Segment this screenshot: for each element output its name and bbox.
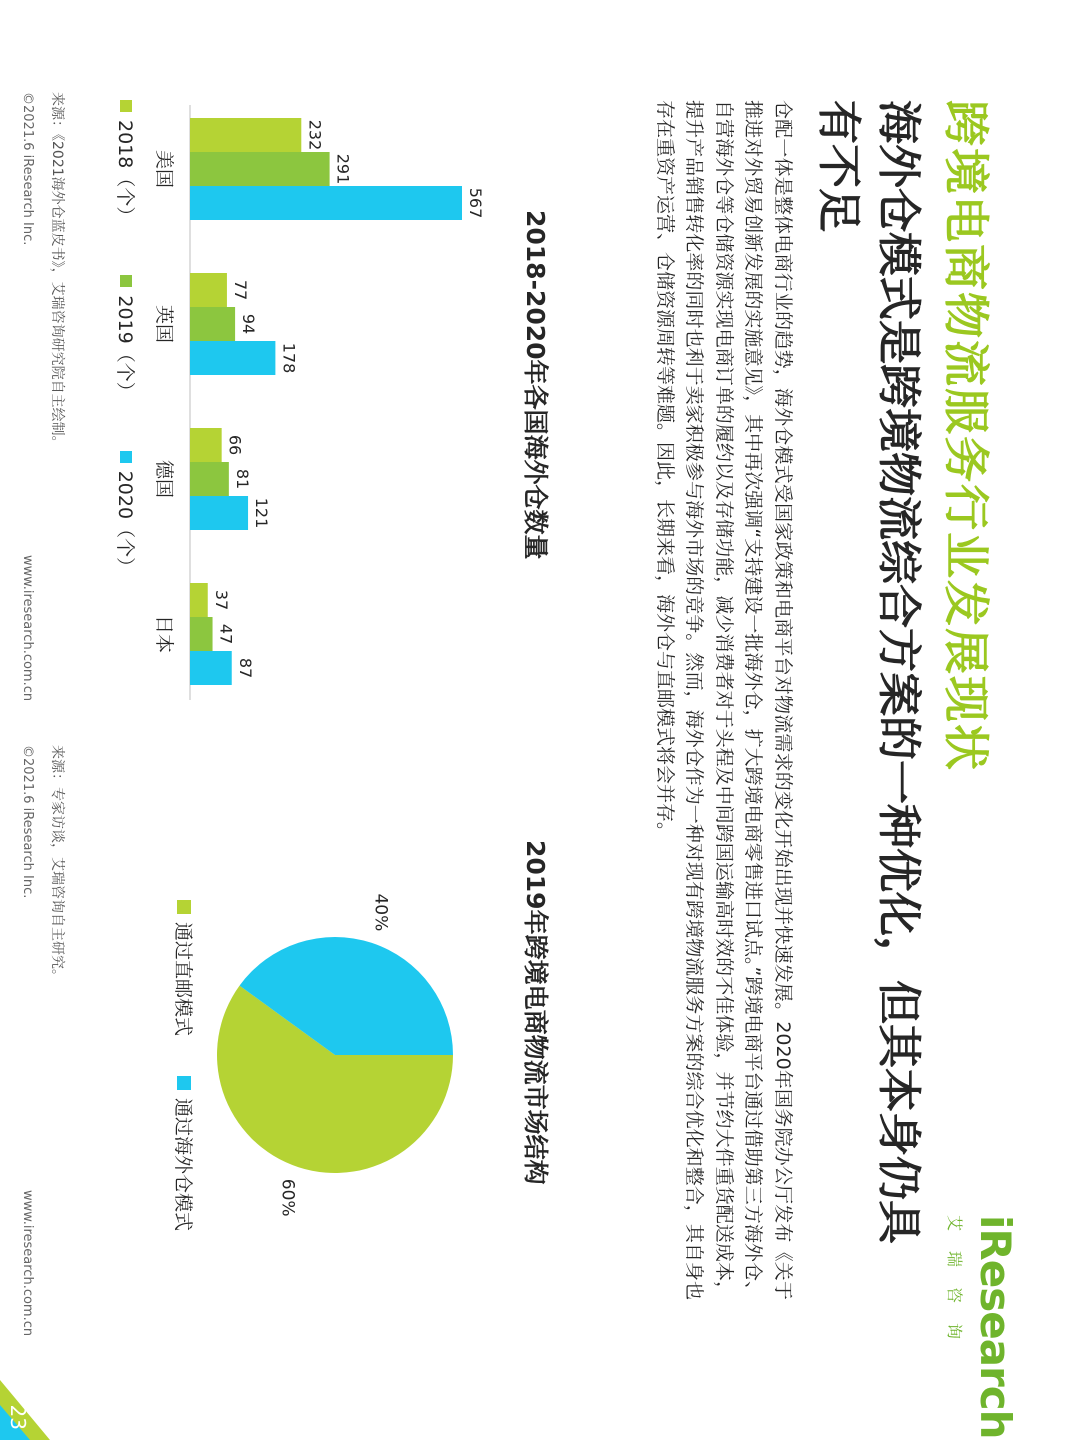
bar-value-label: 94 bbox=[239, 313, 259, 335]
bar-0-2 bbox=[190, 186, 462, 220]
bar-legend-item bbox=[113, 451, 140, 576]
bar-value-label: 232 bbox=[305, 119, 325, 151]
bar-value-label: 37 bbox=[211, 589, 231, 611]
right-website-link[interactable]: www.iresearch.com.cn bbox=[20, 1190, 35, 1337]
legend-swatch bbox=[121, 451, 133, 463]
bar-legend-item bbox=[113, 100, 140, 225]
legend-label: 通过直邮模式 bbox=[172, 922, 194, 1037]
bar-3-0 bbox=[190, 583, 208, 617]
bar-category-label: 德国 bbox=[153, 459, 175, 499]
bar-1-1 bbox=[190, 307, 235, 341]
bar-legend-item bbox=[113, 275, 140, 400]
page-number: 23 bbox=[6, 1404, 30, 1430]
right-copyright: ©2021.6 iResearch Inc. bbox=[20, 745, 35, 899]
pie-percent-label: 60% bbox=[277, 1178, 298, 1217]
bar-value-label: 178 bbox=[279, 342, 299, 374]
page-subtitle: 海外仓模式是跨境物流综合方案的一种优化，但其本身仍具有不足 bbox=[813, 100, 924, 1244]
logo-brand-text: iResearch bbox=[971, 1215, 1020, 1439]
bar-value-label: 77 bbox=[230, 279, 250, 301]
bar-value-label: 66 bbox=[225, 434, 245, 456]
legend-label: 2019（个） bbox=[114, 295, 136, 401]
pie-percent-label: 40% bbox=[370, 893, 391, 932]
legend-swatch bbox=[121, 100, 133, 112]
bar-value-label: 291 bbox=[333, 153, 353, 185]
pie-legend-item bbox=[171, 900, 198, 1036]
bar-value-label: 567 bbox=[466, 187, 485, 219]
page-title: 跨境电商物流服务行业发展现状 bbox=[939, 100, 993, 772]
legend-label: 2020（个） bbox=[114, 470, 136, 577]
logo-chinese-text: 艾瑞咨询 bbox=[945, 1215, 964, 1360]
legend-swatch bbox=[178, 900, 192, 914]
bar-chart-legend bbox=[113, 100, 140, 660]
bar-1-0 bbox=[190, 273, 227, 307]
bar-2-2 bbox=[190, 496, 248, 530]
bar-value-label: 47 bbox=[216, 623, 236, 645]
body-paragraph: 仓配一体是整体电商行业的趋势，海外仓模式受国家政策和电商平台对物流需求的变化开始出现并快速发展。2020年国务院办公厅发布《关于推进对外贸易创新发展的实施意见》，其中再次强调“支持建设一批海外仓，扩大跨境电商零售进口试点。”跨境电商平台通过借助第三方海外仓、自营海外仓等仓储资源实现电商订单的履约以及存储功能，减少消费者对于头程及中间跨国运输高时效的不佳体验，并节约大件重货配送成本，提升产品销售转化率的同时也利于卖家积极参与海外市场的竞争。然而，海外仓作为一种对现有跨境物流服务方案的综合优化和整合，其自身也存在重资产运营、仓储资源周转等难题。因此，长期来看，海外仓与直邮模式将会并存。 bbox=[654, 100, 794, 1300]
bar-1-2 bbox=[190, 341, 275, 375]
bar-value-label: 121 bbox=[252, 497, 272, 529]
bar-3-2 bbox=[190, 651, 232, 685]
right-source-note: 来源：专家访谈，艾瑞咨询自主研究。 bbox=[49, 745, 65, 983]
pie-legend-item bbox=[171, 1076, 198, 1231]
bar-0-1 bbox=[190, 152, 330, 186]
iresearch-logo bbox=[944, 1215, 1020, 1439]
bar-category-label: 日本 bbox=[153, 614, 175, 654]
bar-chart-title: 2018-2020年各国海外仓数量 bbox=[521, 210, 550, 560]
bar-chart bbox=[100, 90, 520, 710]
bar-3-1 bbox=[190, 617, 213, 651]
legend-swatch bbox=[121, 275, 133, 287]
left-source-note: 来源：《2021海外仓蓝皮书》，艾瑞咨询研究院自主绘制。 bbox=[49, 92, 65, 450]
legend-label: 2018（个） bbox=[114, 120, 136, 226]
pie-chart-title: 2019年跨境电商物流市场结构 bbox=[521, 840, 550, 1185]
left-website-link[interactable]: www.iresearch.com.cn bbox=[20, 555, 35, 702]
bar-category-label: 英国 bbox=[153, 304, 175, 344]
left-copyright: ©2021.6 iResearch Inc. bbox=[20, 92, 35, 246]
bar-2-0 bbox=[190, 428, 222, 462]
bar-0-0 bbox=[190, 118, 301, 152]
legend-label: 通过海外仓模式 bbox=[172, 1098, 194, 1232]
legend-swatch bbox=[178, 1076, 192, 1090]
pie-chart-legend bbox=[171, 900, 198, 1260]
bar-2-1 bbox=[190, 462, 229, 496]
bar-category-label: 美国 bbox=[153, 149, 175, 189]
bar-value-label: 87 bbox=[235, 657, 255, 679]
bar-value-label: 81 bbox=[232, 468, 252, 490]
